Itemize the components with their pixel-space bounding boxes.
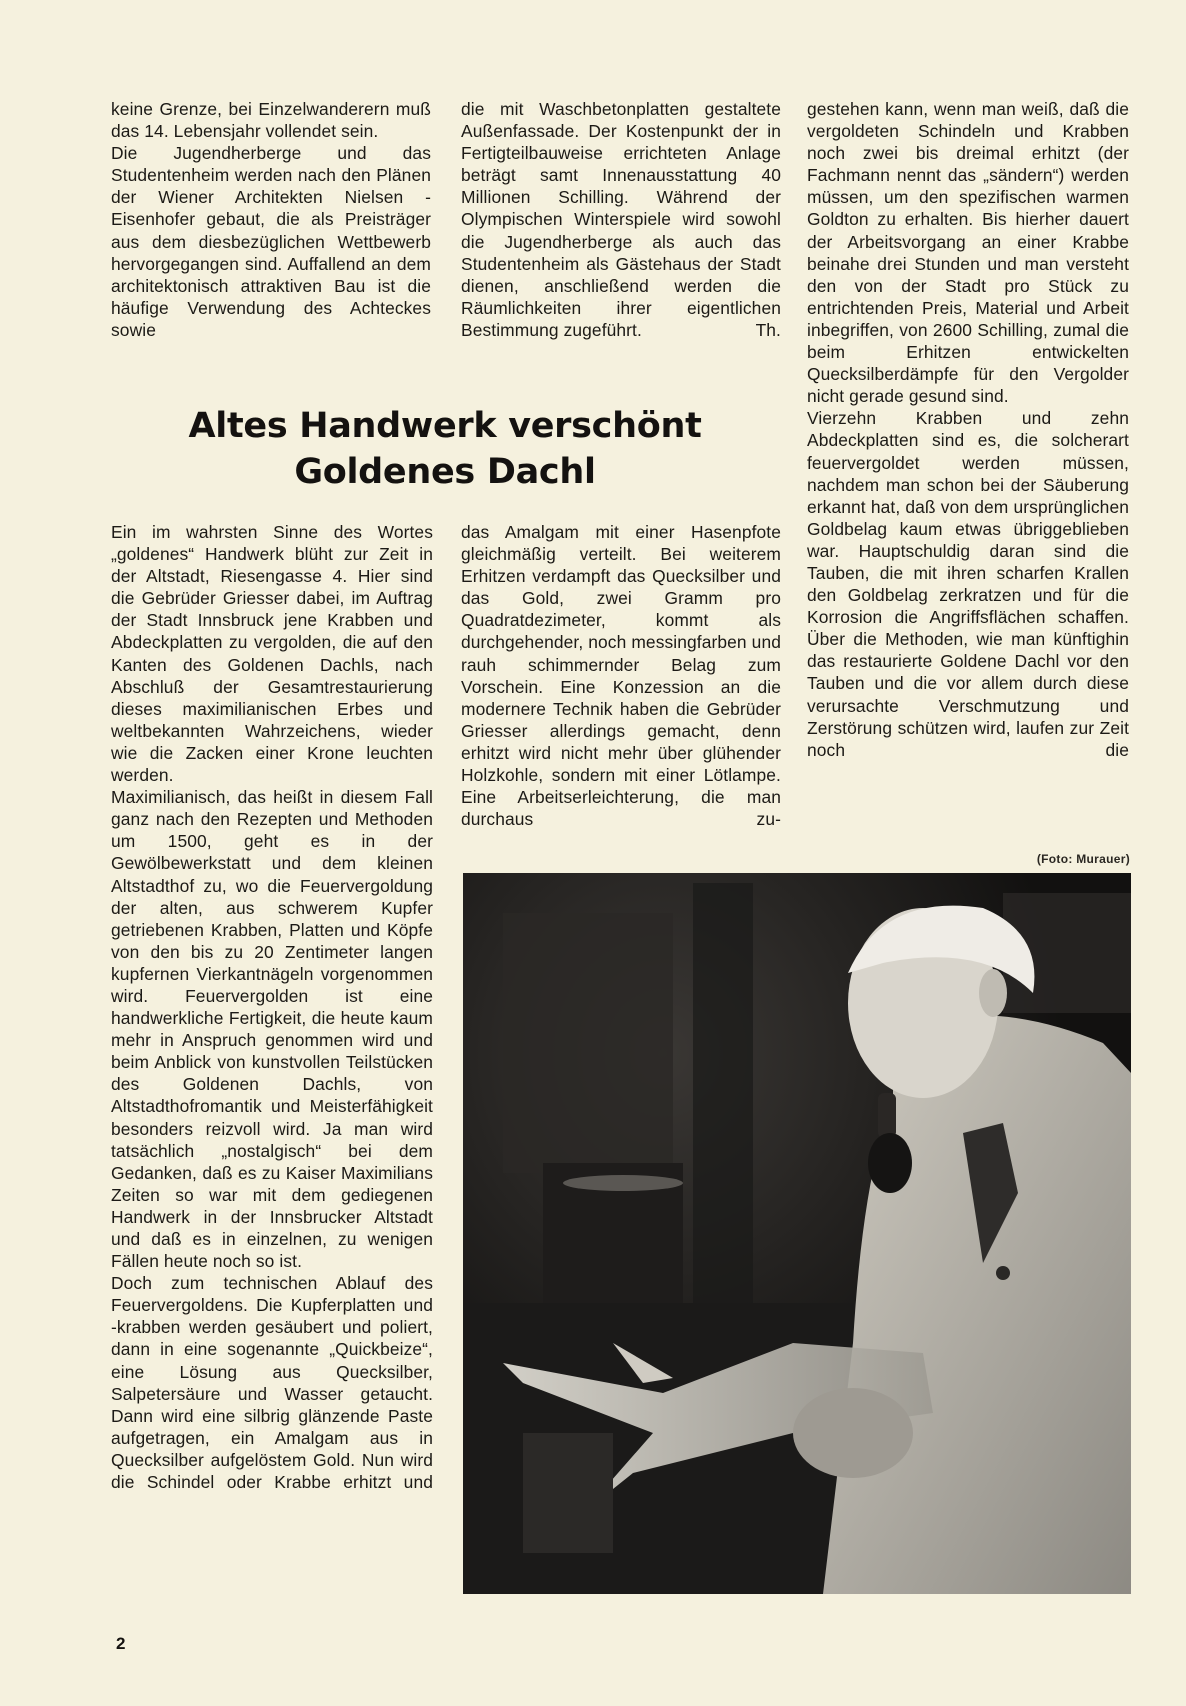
article-column-3	[807, 98, 1129, 761]
author-signature: Th.	[755, 319, 781, 340]
paragraph: Ein im wahrsten Sinne des Wortes „goldenes“ Handwerk blüht zur Zeit in der Altstadt, Riesengasse 4. Hier sind die Gebrüder Griesser dabei, im Auftrag der Stadt Innsbruck jene Krabben und Abdeckplatten zu vergolden, die auf den Kanten des Goldenen Dachls, nach Abschluß der Gesamtrestaurierung dieses maximilianischen Erbes und weltbekannten Wahrzeichens, wieder wie die Zacken einer Krone leuchten werden.	[111, 522, 433, 786]
page-number: 2	[116, 1634, 126, 1653]
paragraph-text: die mit Waschbetonplatten gestaltete Außenfassade. Der Kostenpunkt der in Fertigteilbauweise errichteten Anlage beträgt samt Innenausstattung 40 Millionen Schilling. Während der Olympischen Winterspiele wird sowohl die Jugendherberge als auch das Studentenheim als Gästehaus der Stadt dienen, anschließend werden die Räumlichkeiten ihrer eigentlichen Bestimmung zugeführt.	[461, 99, 781, 340]
paragraph: Doch zum technischen Ablauf des Feuervergoldens. Die Kupferplatten und -krabben werden gesäubert und poliert, dann in eine sogenannte „Quickbeize“, eine Lösung aus Quecksilber, Salpetersäure und Wasser getaucht. Dann wird eine silbrig glänzende Paste aufgetragen, ein Amalgam aus in Quecksilber aufgelöstem Gold. Nun wird die Schindel oder Krabbe erhitzt und	[111, 1273, 433, 1493]
headline-line-2: Goldenes Dachl	[294, 452, 596, 492]
paragraph: Die Jugendherberge und das Studentenheim werden nach den Plänen der Wiener Architekten Nielsen - Eisenhofer gebaut, die als Preisträger aus dem diesbezüglichen Wettbewerb hervorgegangen sind. Auffallend an dem architektonisch attraktiven Bau ist die häufige Verwendung des Achteckes sowie	[111, 143, 431, 340]
paragraph: Vierzehn Krabben und zehn Abdeckplatten sind es, die solcherart feuervergoldet werden müssen, nachdem man schon bei der Säuberung erkannt hat, daß von dem ursprünglichen Goldbelag kaum etwas übriggeblieben war. Hauptschuldig daran sind die Tauben, die mit ihren scharfen Krallen den Goldbelag zerkratzen und für die Korrosion die Angriffsflächen schaffen. Über die Methoden, wie man künftighin das restaurierte Goldene Dachl vor den Tauben und die vor allem durch diese verursachte Verschmutzung und Zerstörung schützen wird, laufen zur Zeit noch die	[807, 408, 1129, 760]
photo-illustration	[463, 873, 1131, 1594]
photo-credit: (Foto: Murauer)	[1036, 852, 1130, 866]
headline-line-1: Altes Handwerk verschönt	[188, 406, 702, 446]
previous-article-column-1	[111, 98, 431, 341]
paragraph	[461, 98, 781, 341]
article-column-2	[461, 521, 781, 830]
craftsman-photo	[463, 873, 1131, 1594]
paragraph: keine Grenze, bei Einzelwanderern muß das 14. Lebensjahr vollendet sein.	[111, 99, 431, 142]
previous-article-column-2	[461, 98, 781, 341]
paragraph: das Amalgam mit einer Hasenpfote gleichmäßig verteilt. Bei weiterem Erhitzen verdampft das Quecksilber und das Gold, zwei Gramm pro Quadratdezimeter, kommt als durchgehender, noch messingfarben und rauh schimmernder Belag zum Vorschein. Eine Konzession an die modernere Technik haben die Gebrüder Griesser allerdings gemacht, denn erhitzt wird nicht mehr über glühender Holzkohle, sondern mit einer Lötlampe. Eine Arbeitserleichterung, die man durchaus zu-	[461, 522, 781, 830]
paragraph: gestehen kann, wenn man weiß, daß die vergoldeten Schindeln und Krabben noch zwei bis dreimal erhitzt (der Fachmann nennt das „sändern“) werden müssen, um den spezifischen warmen Goldton zu erhalten. Bis hierher dauert der Arbeitsvorgang an einer Krabbe beinahe drei Stunden und man versteht den von der Stadt pro Stück zu entrichtenden Preis, Material und Arbeit inbegriffen, von 2600 Schilling, zumal die beim Erhitzen entwickelten Quecksilberdämpfe für den Vergolder nicht gerade gesund sind.	[807, 99, 1129, 407]
article-headline	[110, 403, 780, 495]
article-column-1	[111, 521, 433, 1493]
paragraph: Maximilianisch, das heißt in diesem Fall ganz nach den Rezepten und Methoden um 1500, geht es in der Gewölbewerkstatt und dem kleinen Altstadthof zu, wo die Feuervergoldung der alten, aus schwerem Kupfer getriebenen Krabben, Platten und Köpfe von den bis zu 20 Zentimeter langen kupfernen Vierkantnägeln vorgenommen wird. Feuervergolden ist eine handwerkliche Fertigkeit, die heute kaum mehr in Anspruch genommen wird und beim Anblick von kunstvollen Teilstücken des Goldenen Dachls, von Altstadthofromantik und Meisterfähigkeit besonders reizvoll wird. Ja man wird tatsächlich „nostalgisch“ bei dem Gedanken, daß es zu Kaiser Maximilians Zeiten so war mit dem gediegenen Handwerk in der Innsbrucker Altstadt und daß es in einzelnen, zu wenigen Fällen heute noch so ist.	[111, 787, 433, 1272]
